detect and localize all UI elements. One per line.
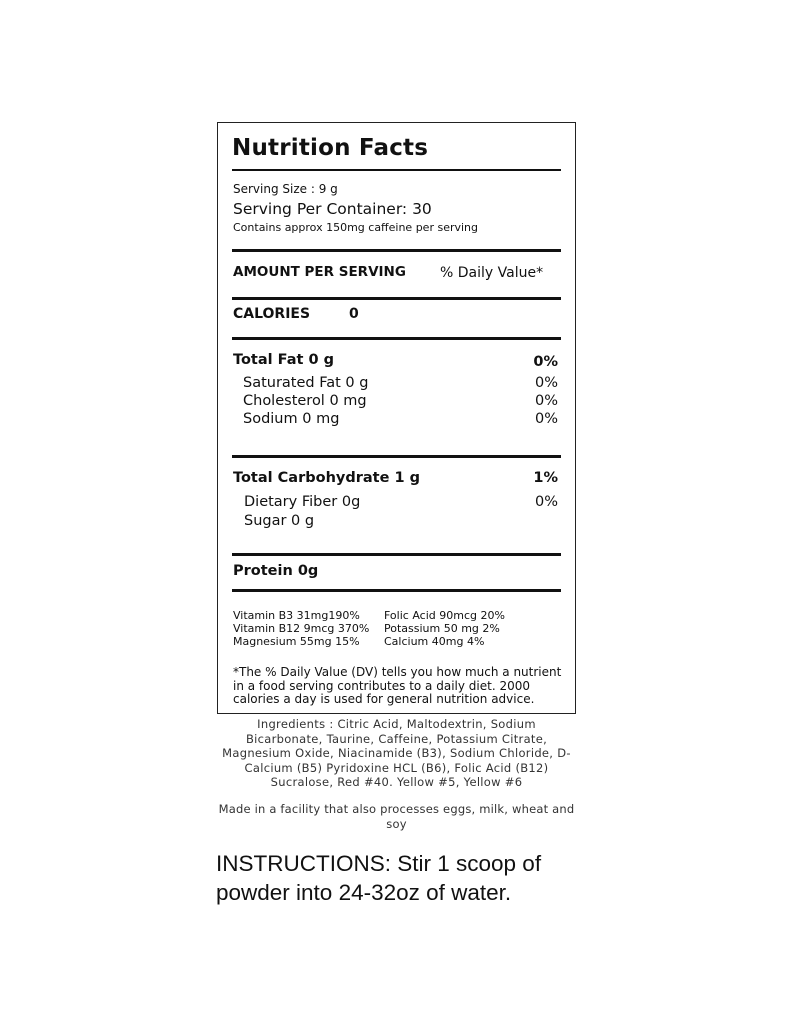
sodium-dv: 0% xyxy=(534,411,558,427)
allergen-facility-note: Made in a facility that also processes eggs, milk, wheat and soy xyxy=(218,802,575,831)
vitamins-right-column xyxy=(384,609,505,648)
total-carb-label: Total Carbohydrate 1 g xyxy=(233,470,420,486)
vitamins-left-column xyxy=(233,609,369,648)
dietary-fiber-dv: 0% xyxy=(534,494,558,510)
amount-per-serving-header: AMOUNT PER SERVING xyxy=(233,264,406,280)
vitamin-row: Vitamin B3 31mg190% xyxy=(233,609,360,622)
title-divider xyxy=(232,169,561,171)
vitamin-row: Calcium 40mg 4% xyxy=(384,635,485,648)
cholesterol-label: Cholesterol 0 mg xyxy=(243,393,367,409)
servings-per-container: Serving Per Container: 30 xyxy=(233,200,432,218)
dietary-fiber-label: Dietary Fiber 0g xyxy=(244,494,361,510)
vitamin-row: Potassium 50 mg 2% xyxy=(384,622,500,635)
ingredients-text: Ingredients : Citric Acid, Maltodextrin, Sodium Bicarbonate, Taurine, Caffeine, Potassium Citrate, Magnesium Oxide, Niacinamide (B3), Sodium Chloride, D-Calcium (B5) Pyridoxine HCL (B6), Folic Acid (B12) Sucralose, Red #40. Yellow #5, Yellow #6 xyxy=(222,717,571,789)
calories-label: CALORIES xyxy=(233,306,311,322)
cholesterol-dv: 0% xyxy=(534,393,558,409)
sugar-label: Sugar 0 g xyxy=(244,513,315,529)
saturated-fat-label: Saturated Fat 0 g xyxy=(243,375,369,391)
vitamin-row: Magnesium 55mg 15% xyxy=(233,635,360,648)
total-fat-label: Total Fat 0 g xyxy=(233,352,334,368)
vitamin-row: Folic Acid 90mcg 20% xyxy=(384,609,505,622)
nutrition-facts-panel xyxy=(217,122,576,714)
daily-value-footnote: *The % Daily Value (DV) tells you how much a nutrient in a food serving contributes to a daily diet. 2000 calories a day is used for general nutrition advice. xyxy=(233,665,562,706)
daily-value-header: % Daily Value* xyxy=(440,265,544,281)
calories-value: 0 xyxy=(349,306,359,322)
serving-size: Serving Size : 9 g xyxy=(233,182,338,196)
vitamin-row: Vitamin B12 9mcg 370% xyxy=(233,622,370,635)
total-carb-dv: 1% xyxy=(533,470,558,486)
fat-divider xyxy=(232,455,561,458)
saturated-fat-dv: 0% xyxy=(534,375,558,391)
instructions-text: INSTRUCTIONS: Stir 1 scoop of powder into 24-32oz of water. xyxy=(216,851,542,905)
nutrition-facts-title: Nutrition Facts xyxy=(232,135,429,161)
serving-divider xyxy=(232,249,561,252)
protein-label: Protein 0g xyxy=(233,563,319,579)
amount-divider xyxy=(232,297,561,300)
calories-divider xyxy=(232,337,561,340)
caffeine-note: Contains approx 150mg caffeine per serving xyxy=(233,221,479,234)
protein-divider xyxy=(232,589,561,592)
sodium-label: Sodium 0 mg xyxy=(243,411,340,427)
total-fat-dv: 0% xyxy=(533,354,558,370)
carb-divider xyxy=(232,553,561,556)
